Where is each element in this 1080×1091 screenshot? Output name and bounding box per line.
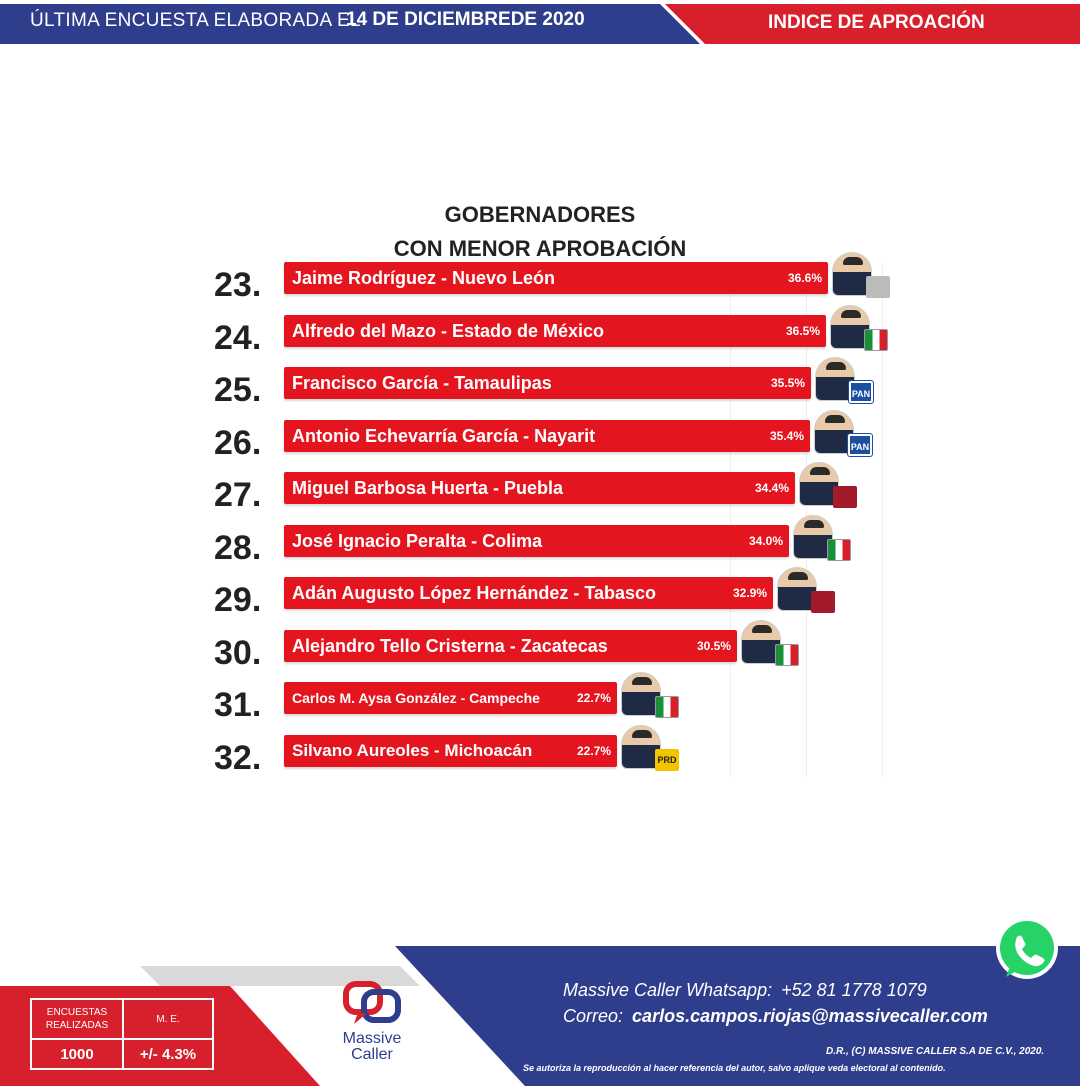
party-logo-icon — [833, 486, 857, 508]
logo-line1: Massive — [342, 1030, 402, 1047]
bar-value-label: 36.6% — [787, 271, 822, 285]
bar-value-label: 35.4% — [769, 429, 804, 443]
margin-error-header: M. E. — [123, 999, 213, 1039]
bar-value-label: 36.5% — [785, 324, 820, 338]
bar-category-label: Carlos M. Aysa González - Campeche — [292, 690, 540, 706]
chart-title-line1: GOBERNADORES — [444, 202, 636, 227]
bar — [284, 262, 828, 294]
bar-value-label: 32.9% — [732, 586, 767, 600]
bar-category-label: Silvano Aureoles - Michoacán — [292, 741, 533, 760]
margin-error-value: +/- 4.3% — [123, 1039, 213, 1069]
bar — [284, 472, 795, 504]
party-logo-icon — [811, 591, 835, 613]
party-logo-icon: PRD — [655, 749, 679, 771]
email-label: Correo: — [563, 1006, 624, 1026]
rank-label: 23. — [214, 266, 262, 304]
party-logo-icon: PAN — [848, 434, 872, 456]
bar — [284, 315, 826, 347]
bar — [284, 525, 789, 557]
email-address[interactable]: carlos.campos.riojas@massivecaller.com — [632, 1006, 988, 1026]
approval-index-label: INDICE DE APROACIÓN — [768, 12, 985, 33]
logo-line2: Caller — [351, 1046, 393, 1063]
party-logo-icon — [827, 539, 851, 561]
rank-label: 24. — [214, 319, 262, 357]
email-contact — [563, 1006, 988, 1027]
bar-category-label: Antonio Echevarría García - Nayarit — [292, 426, 596, 446]
bar-value-label: 35.5% — [770, 376, 805, 390]
bar — [284, 577, 773, 609]
surveys-count-value: 1000 — [31, 1039, 123, 1069]
bar-value-label: 34.4% — [754, 481, 789, 495]
whatsapp-icon[interactable] — [992, 915, 1062, 985]
rank-label: 25. — [214, 371, 262, 409]
bar-category-label: Jaime Rodríguez - Nuevo León — [292, 268, 556, 288]
party-logo-icon — [866, 276, 890, 298]
bar-value-label: 22.7% — [576, 744, 611, 758]
party-logo-icon: PAN — [849, 381, 873, 403]
survey-date: 14 DE DICIEMBREDE 2020 — [346, 9, 585, 30]
bar-value-label: 30.5% — [696, 639, 731, 653]
survey-stats-table — [30, 998, 214, 1070]
logo-wordmark — [332, 1031, 412, 1063]
party-logo-icon — [775, 644, 799, 666]
whatsapp-label: Massive Caller Whatsapp: — [563, 980, 773, 1000]
bar-value-label: 22.7% — [576, 691, 611, 705]
bar — [284, 735, 617, 767]
survey-date-label: ÚLTIMA ENCUESTA ELABORADA EL — [30, 10, 361, 31]
rank-label: 27. — [214, 476, 262, 514]
bar — [284, 367, 811, 399]
bar — [284, 682, 617, 714]
chart-title-line2: CON MENOR APROBACIÓN — [393, 236, 687, 261]
bar — [284, 420, 810, 452]
party-logo-icon — [864, 329, 888, 351]
whatsapp-number[interactable]: +52 81 1778 1079 — [781, 980, 927, 1000]
rank-label: 29. — [214, 581, 262, 619]
rank-label: 32. — [214, 739, 262, 777]
reproduction-notice: Se autoriza la reproducción al hacer referencia del autor, salvo aplique veda electoral al contenido. — [523, 1063, 946, 1073]
rank-label: 26. — [214, 424, 262, 462]
rank-label: 30. — [214, 634, 262, 672]
party-logo-icon — [655, 696, 679, 718]
bar-category-label: Alfredo del Mazo - Estado de México — [292, 321, 605, 341]
whatsapp-contact — [563, 980, 927, 1001]
bar-category-label: Alejandro Tello Cristerna - Zacatecas — [292, 636, 608, 656]
bar-category-label: José Ignacio Peralta - Colima — [292, 531, 543, 551]
copyright-text: D.R., (C) MASSIVE CALLER S.A DE C.V., 2020. — [826, 1046, 1045, 1057]
rank-label: 31. — [214, 686, 262, 724]
bar-category-label: Adán Augusto López Hernández - Tabasco — [292, 583, 657, 603]
bar — [284, 630, 737, 662]
bar-category-label: Miguel Barbosa Huerta - Puebla — [292, 478, 564, 498]
bar-category-label: Francisco García - Tamaulipas — [292, 373, 552, 393]
surveys-count-header: ENCUESTAS REALIZADAS — [31, 999, 123, 1039]
bar-value-label: 34.0% — [748, 534, 783, 548]
rank-label: 28. — [214, 529, 262, 567]
